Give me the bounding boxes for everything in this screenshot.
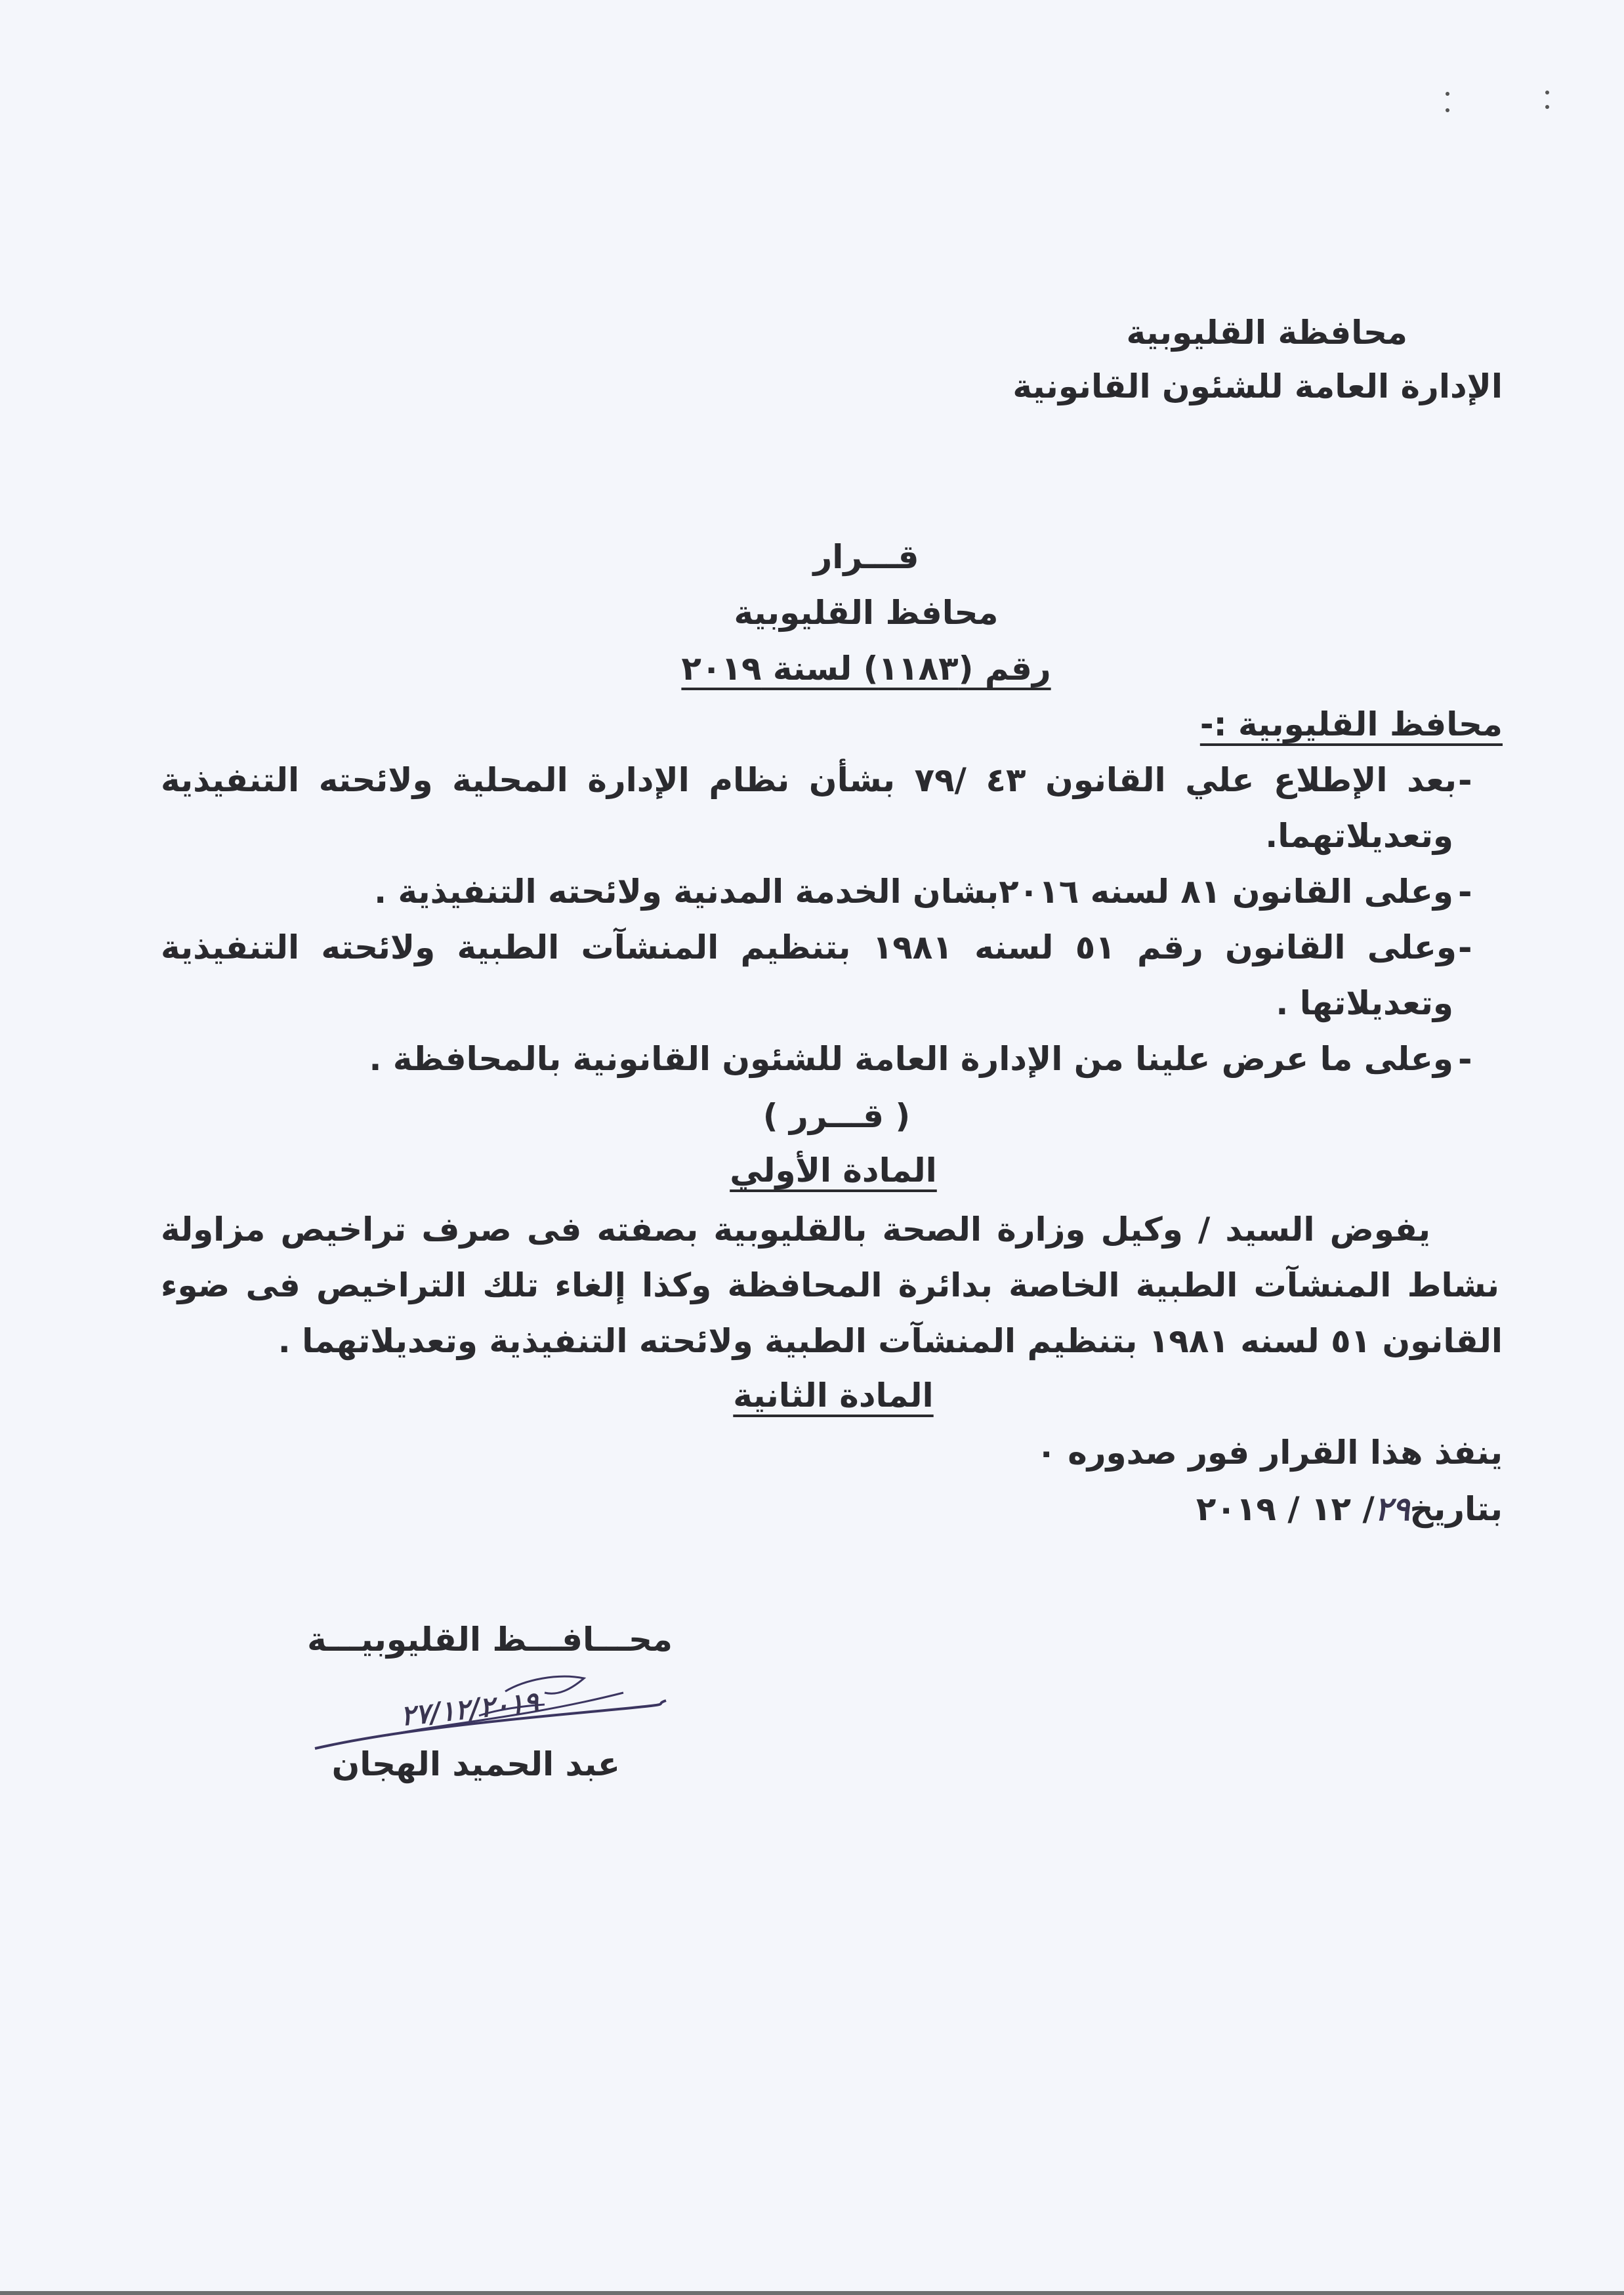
date-day-handwritten: ٢٩ bbox=[1374, 1489, 1410, 1528]
preamble-item-3-line1: وعلى القانون رقم ٥١ لسنه ١٩٨١ بتنظيم المنشآت الطبية ولائحته التنفيذية bbox=[161, 928, 1457, 966]
decides-heading: ( قـــرر ) bbox=[762, 1097, 911, 1135]
list-dash: - bbox=[1458, 761, 1472, 800]
date-label: بتاريخ bbox=[1409, 1490, 1503, 1528]
preamble-item-3-line2: وتعديلاتها . bbox=[1276, 984, 1453, 1022]
preamble-item-1-line1: بعد الإطلاع علي القانون ٤٣ /٧٩ بشأن نظام الإدارة المحلية ولائحته التنفيذية bbox=[161, 761, 1457, 799]
decision-issuer: محافظ القليوبية bbox=[734, 594, 999, 632]
scan-speck bbox=[1545, 91, 1549, 94]
article-1-heading: المادة الأولي bbox=[730, 1151, 937, 1189]
signatory-name: عبد الحميد الهجان bbox=[331, 1745, 620, 1783]
article-2-heading: المادة الثانية bbox=[733, 1376, 934, 1415]
decree-date: بتاريخ٢٩/ ١٢ / ٢٠١٩ bbox=[1196, 1489, 1503, 1528]
list-dash: - bbox=[1458, 928, 1472, 968]
scan-speck bbox=[1446, 108, 1449, 112]
decision-number: رقم (١١٨٣) لسنة ٢٠١٩ bbox=[681, 650, 1051, 688]
date-month: ١٢ bbox=[1311, 1490, 1352, 1528]
article-2-text: ينفذ هذا القرار فور صدوره ٠ bbox=[1036, 1434, 1503, 1472]
preamble-item-4: وعلى ما عرض علينا من الإدارة العامة للشئون القانونية بالمحافظة . bbox=[369, 1040, 1453, 1078]
scan-bottom-edge bbox=[0, 2291, 1624, 2295]
article-1-line2: نشاط المنشآت الطبية الخاصة بدائرة المحافظة وكذا إلغاء تلك التراخيص فى ضوء bbox=[161, 1266, 1499, 1304]
signature-handwritten-date: ٢٧/١٢/٢٠١٩ bbox=[399, 1685, 541, 1732]
list-dash: - bbox=[1458, 873, 1472, 912]
decision-title: قـــرار bbox=[813, 538, 919, 576]
signature-title: محـــافـــظ القليوبيـــة bbox=[307, 1621, 673, 1659]
scan-speck bbox=[1545, 105, 1549, 109]
header-department: الإدارة العامة للشئون القانونية bbox=[1012, 367, 1503, 405]
preamble-item-1-line2: وتعديلاتهما. bbox=[1265, 817, 1453, 855]
list-dash: - bbox=[1458, 1040, 1472, 1079]
article-1-line1: يفوض السيد / وكيل وزارة الصحة بالقليوبية بصفته فى صرف تراخيص مزاولة bbox=[161, 1210, 1430, 1249]
date-year: ٢٠١٩ bbox=[1196, 1490, 1276, 1528]
preamble-item-2: وعلى القانون ٨١ لسنه ٢٠١٦بشان الخدمة المدنية ولائحته التنفيذية . bbox=[374, 873, 1453, 911]
scan-speck bbox=[1446, 92, 1449, 96]
header-governorate: محافظة القليوبية bbox=[1126, 314, 1407, 352]
article-1-line3: القانون ٥١ لسنه ١٩٨١ بتنظيم المنشآت الطبية ولائحته التنفيذية وتعديلاتهما . bbox=[278, 1322, 1503, 1360]
preamble-heading: محافظ القليوبية :- bbox=[1199, 705, 1503, 743]
